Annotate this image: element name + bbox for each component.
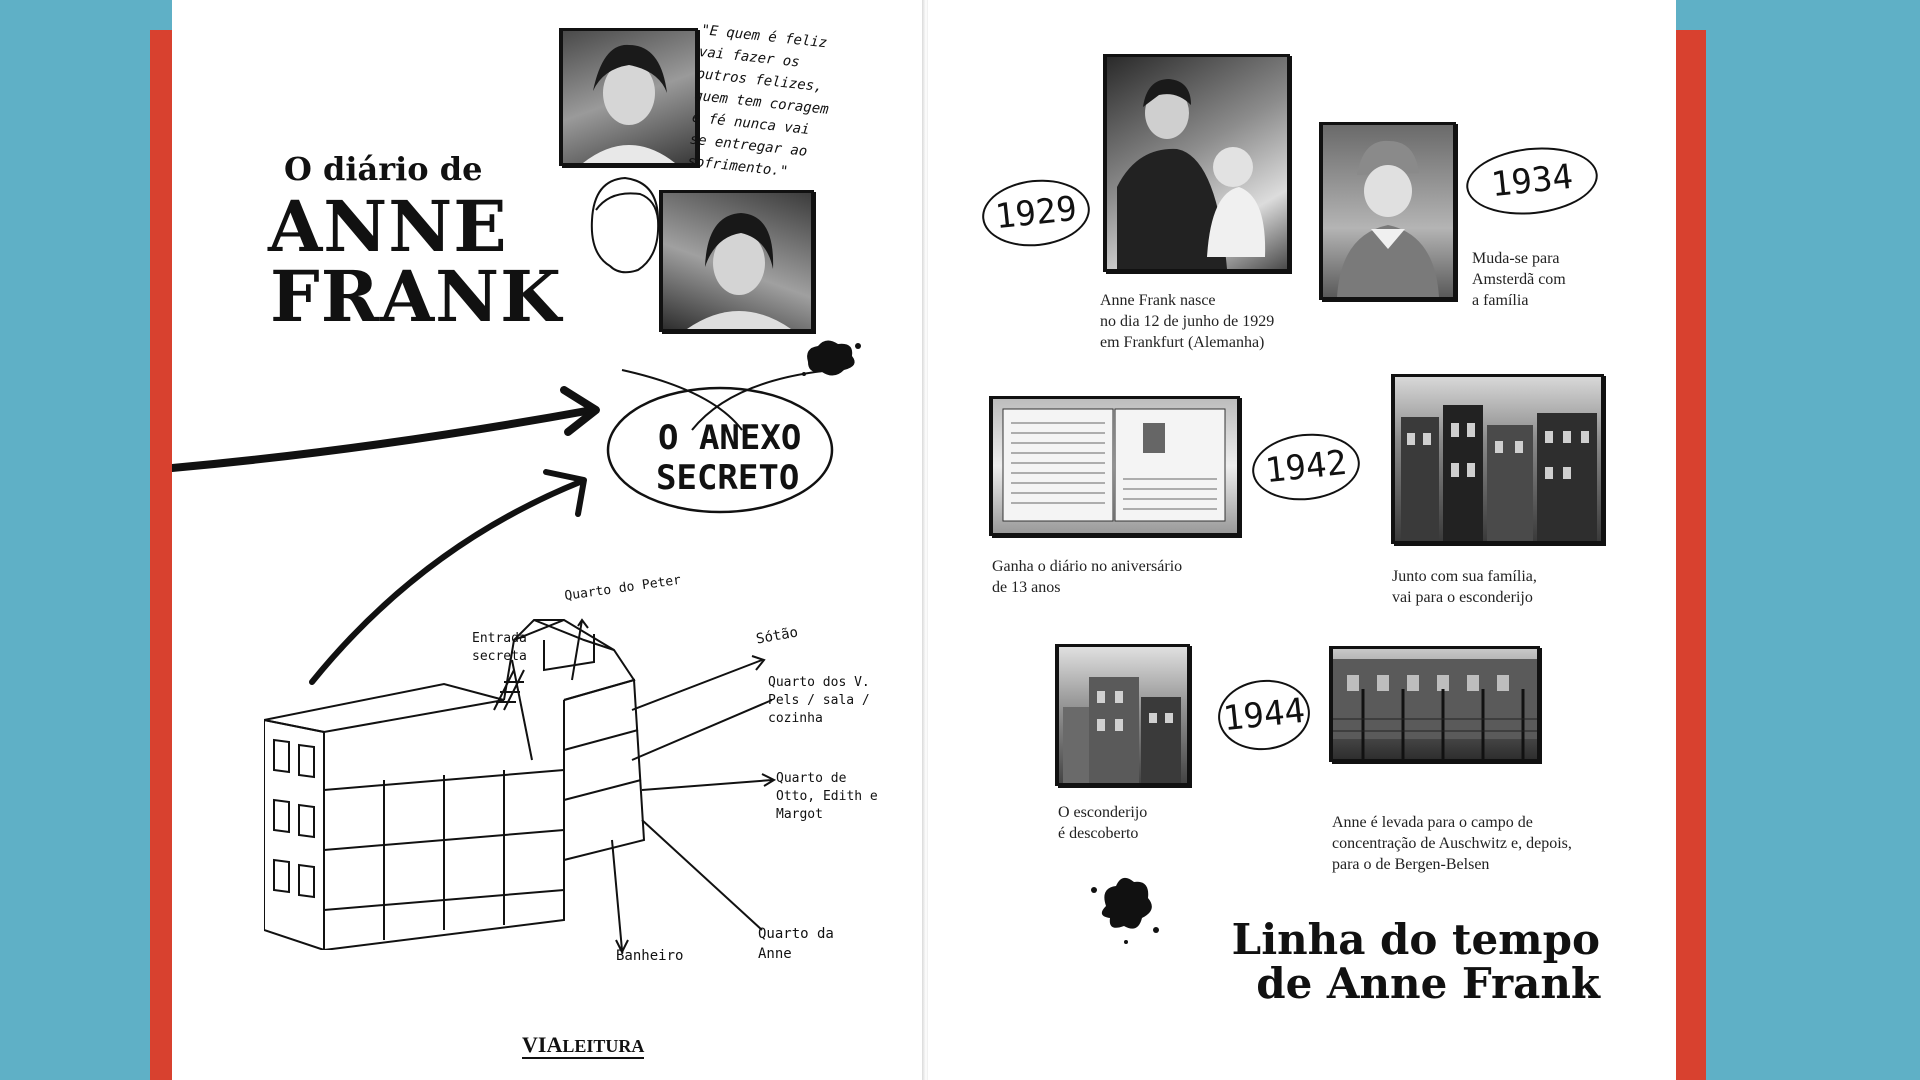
anne-quote: "E quem é feliz vai fazer os outros felizes, quem tem coragem e fé nunca vai se entregar ao sofrimento." [686,22,830,180]
timeline-title-line1: Linha do tempo [1231,915,1600,964]
annex-label-line1: O ANEXO [658,418,802,458]
caption-1942a-line2: de 13 anos [992,579,1061,596]
room-label-otto-edith-margot: Quarto de Otto, Edith e Margot [776,771,878,822]
book-title-prefix: O diário de [284,150,483,188]
year-badge-1944: 1944 [1215,675,1314,754]
caption-1944-camp [1332,812,1612,875]
right-page [928,0,1676,1080]
room-label-attic: Sótão [754,624,800,648]
caption-1934-line2: Amsterdã com [1472,271,1566,288]
caption-1929-line1: Anne Frank nasce [1100,292,1216,309]
left-page [172,0,924,1080]
caption-1934 [1472,248,1602,311]
timeline-title-line2: de Anne Frank [1256,959,1600,1008]
publisher-logo [522,1034,644,1059]
caption-1944b-line3: para o de Bergen-Belsen [1332,856,1490,873]
book-title-anne: ANNE [268,185,508,268]
photo-hiding-place-building [1056,644,1190,786]
room-label-secret-entrance: Entrada secreta [472,631,527,664]
year-badge-1929: 1929 [979,175,1093,252]
room-label-arrows [472,600,792,960]
caption-1944b-line2: concentração de Auschwitz e, depois, [1332,835,1572,852]
ink-splat-right-icon [1086,866,1164,946]
sketch-head-icon [580,170,670,280]
caption-1929-line3: em Frankfurt (Alemanha) [1100,334,1265,351]
room-label-bathroom: Banheiro [616,948,684,964]
caption-1934-line3: a família [1472,292,1529,309]
photo-concentration-camp [1330,646,1540,762]
photo-anne-child [1320,122,1456,300]
publisher-leitura: LEITURA [562,1036,645,1056]
year-badge-1934: 1934 [1463,141,1601,220]
caption-1934-line1: Muda-se para [1472,250,1560,267]
ink-splat-icon [800,334,862,380]
caption-1942b-line1: Junto com sua família, [1392,568,1537,585]
caption-1944a-line1: O esconderijo [1058,804,1148,821]
book-title-frank: FRANK [270,255,563,338]
caption-1944-discovered [1058,802,1198,844]
room-label-van-pels: Quarto dos V. Pels / sala / cozinha [768,675,870,726]
anne-portrait-photo-middle [660,190,814,332]
room-label-peter: Quarto do Peter [563,572,682,604]
photo-amsterdam-houses [1392,374,1604,544]
photo-diary [990,396,1240,536]
caption-1942-hiding [1392,566,1612,608]
room-label-anne: Quarto da Anne [758,926,834,962]
caption-1929-line2: no dia 12 de junho de 1929 [1100,313,1275,330]
photo-mother-and-baby [1104,54,1290,272]
year-badge-1942: 1942 [1249,429,1363,506]
caption-1944a-line2: é descoberto [1058,825,1139,842]
anne-portrait-photo-top [560,28,698,166]
caption-1942b-line2: vai para o esconderijo [1392,589,1533,606]
caption-1944b-line1: Anne é levada para o campo de [1332,814,1533,831]
annex-label-line2: SECRETO [656,458,800,498]
publisher-via: VIA [522,1032,563,1057]
caption-1942-diary [992,556,1252,598]
caption-1942a-line1: Ganha o diário no aniversário [992,558,1183,575]
caption-1929 [1100,290,1300,353]
